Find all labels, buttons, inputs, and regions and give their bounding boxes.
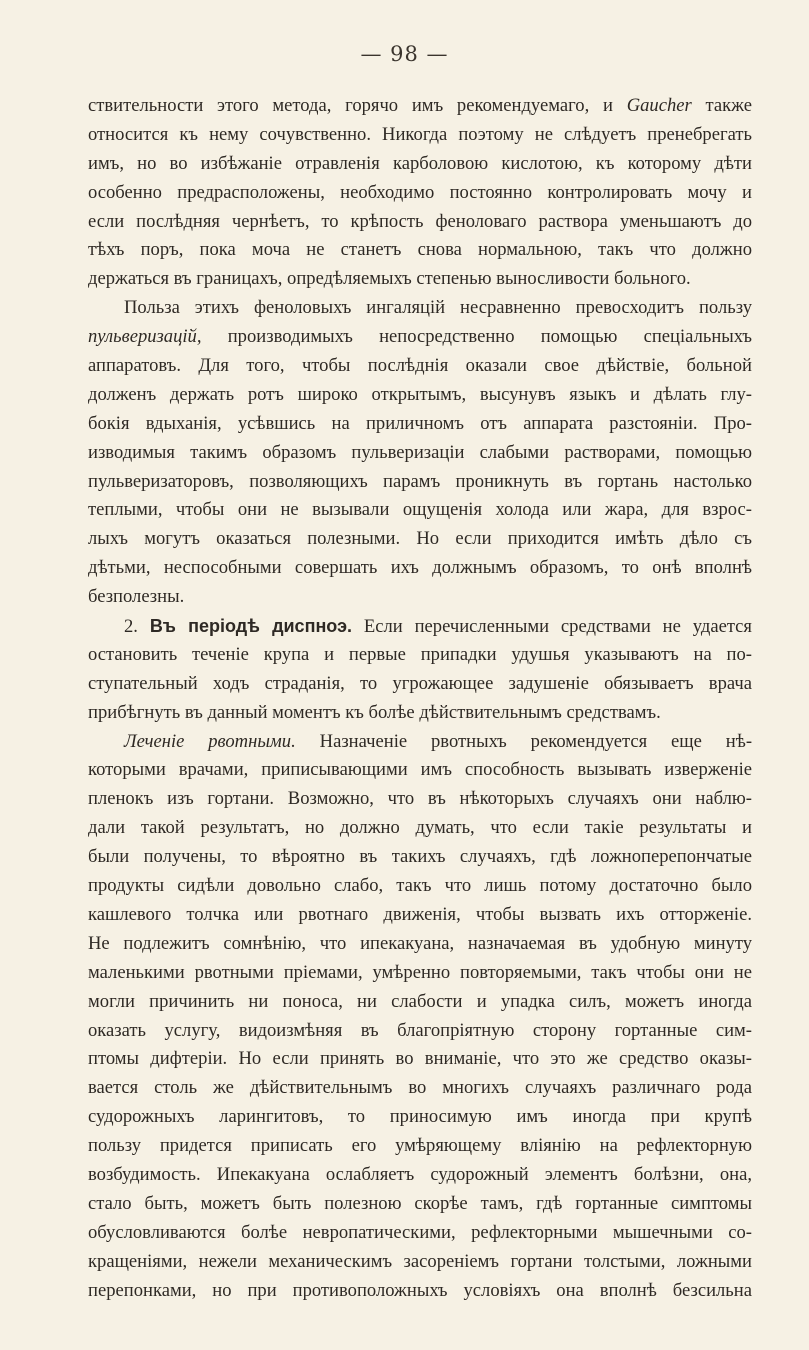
text-line: относится къ нему сочувственно. Никогда поэтому не слѣдуетъ пренебрегать — [88, 123, 752, 145]
text-line: пульверизаторовъ, позволяющихъ парамъ проникнуть въ гортань настолько — [88, 470, 752, 492]
subsection-heading: Леченіе рвотными. — [124, 730, 296, 752]
text-line: если послѣдняя чернѣетъ, то крѣпость феноловаго раствора уменьшаютъ до — [88, 210, 752, 232]
text-line: держаться въ границахъ, опредѣляемыхъ степенью выносливости больного. — [88, 268, 691, 290]
text-line: остановить теченіе крупа и первые припадки удушья указываютъ на по- — [88, 643, 752, 665]
text-line: аппаратовъ. Для того, чтобы послѣднія оказали свое дѣйствіе, больной — [88, 355, 752, 377]
text-line: вается столь же дѣйствительнымъ во многихъ случаяхъ различнаго рода — [88, 1077, 752, 1099]
text-line: бокія вдыханія, усѣвшись на приличномъ отъ аппарата разстояніи. Про- — [88, 412, 752, 434]
page-number: — 98 — — [360, 42, 449, 66]
italic-term: пульверизацій, — [88, 326, 202, 348]
text-line: теплыми, чтобы они не вызывали ощущенія холода или жара, для взрос- — [88, 499, 752, 521]
text-line: могли причинить ни поноса, ни слабости и упадка силъ, можетъ иногда — [88, 990, 752, 1012]
text-line: возбудимость. Ипекакуана ослабляетъ судорожный элементъ болѣзни, она, — [88, 1163, 752, 1185]
text-line: стало быть, можетъ быть полезною скорѣе тамъ, гдѣ гортанные симптомы — [88, 1192, 752, 1214]
paragraph-start: Польза этихъ феноловыхъ ингаляцій несравненно превосходитъ пользу — [124, 297, 752, 319]
text-line: прибѣгнуть въ данный моментъ къ болѣе дѣйствительнымъ средствамъ. — [88, 701, 661, 723]
text-line: безполезны. — [88, 586, 185, 608]
text-line: тѣхъ поръ, пока моча не станетъ снова нормальною, такъ что должно — [88, 239, 752, 261]
text-line: которыми врачами, приписывающими имъ способность вызывать изверженіе — [88, 759, 752, 781]
section-heading: Въ періодѣ диспноэ. — [149, 616, 353, 637]
text-line: ступательный ходъ страданія, то угрожающее задушеніе обязываетъ врача — [88, 672, 752, 694]
text-line: пульверизацій, производимыхъ непосредственно помощью спеціальныхъ — [88, 326, 752, 348]
section-heading-line: 2. Въ періодѣ диспноэ. Если перечисленными средствами не удается — [124, 616, 752, 638]
text-line: кращеніями, нежели механическимъ засореніемъ гортани толстыми, ложными — [88, 1250, 752, 1272]
text-line: изводимыя такимъ образомъ пульверизаціи слабыми растворами, помощью — [88, 441, 752, 463]
subsection-heading-line: Леченіе рвотными. Назначеніе рвотныхъ рекомендуется еще нѣ- — [124, 730, 752, 752]
text-line: оказать услугу, видоизмѣняя въ благопріятную сторону гортанные сим- — [88, 1019, 752, 1041]
text-line: пленокъ изъ гортани. Возможно, что въ нѣкоторыхъ случаяхъ они наблю- — [88, 788, 752, 810]
text-line: кашлевого толчка или рвотнаго движенія, чтобы вызвать ихъ отторженіе. — [88, 903, 752, 925]
text-line: пользу придется приписать его умѣряющему вліянію на рефлекторную — [88, 1135, 752, 1157]
document-body — [88, 92, 752, 1305]
text-line: перепонками, но при противоположныхъ условіяхъ она вполнѣ безсильна — [88, 1279, 752, 1301]
text-line: были получены, то вѣроятно въ такихъ случаяхъ, гдѣ ложноперепончатые — [88, 846, 752, 868]
text-line: долженъ держать ротъ широко открытымъ, высунувъ языкъ и дѣлать глу- — [88, 383, 752, 405]
text-line: особенно предрасположены, необходимо постоянно контролировать мочу и — [88, 181, 752, 203]
text-line: судорожныхъ ларингитовъ, то приносимую имъ иногда при крупѣ — [88, 1106, 752, 1128]
text-line: обусловливаются болѣе невропатическими, рефлекторными мышечными со- — [88, 1221, 752, 1243]
text-line: ствительности этого метода, горячо имъ рекомендуемаго, и Gaucher также — [88, 95, 752, 116]
author-name: Gaucher — [626, 95, 692, 116]
text-line: маленькими рвотными пріемами, умѣренно повторяемыми, такъ чтобы они не — [88, 961, 752, 983]
text-line: дали такой результатъ, но должно думать, что если такіе результаты и — [88, 817, 752, 839]
text-line: имъ, но во избѣжаніе отравленія карболовою кислотою, къ которому дѣти — [88, 152, 752, 174]
text-line: птомы дифтеріи. Но если принять во вниманіе, что это же средство оказы- — [88, 1048, 752, 1070]
text-line: дѣтьми, неспособными совершать ихъ должнымъ образомъ, то онѣ вполнѣ — [88, 557, 752, 579]
text-line: продукты сидѣли довольно слабо, такъ что лишь потому достаточно было — [88, 875, 752, 897]
text-line: лыхъ могутъ оказаться полезными. Но если приходится имѣть дѣло съ — [88, 528, 752, 550]
text-line: Не подлежитъ сомнѣнію, что ипекакуана, назначаемая въ удобную минуту — [88, 932, 752, 954]
section-number: 2. — [124, 616, 138, 638]
